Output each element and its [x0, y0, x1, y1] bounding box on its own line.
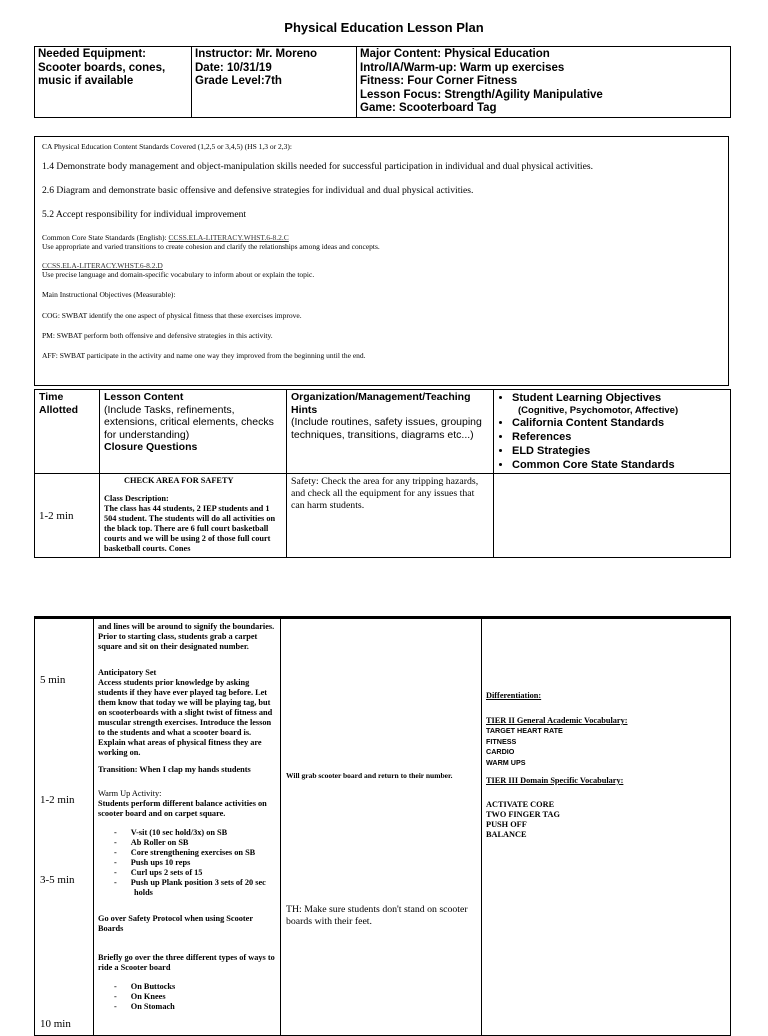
list-item: - V-sit (10 sec hold/3x) on SB — [134, 828, 276, 838]
content-line: Fitness: Four Corner Fitness — [360, 75, 518, 87]
list-item: - On Stomach — [134, 1002, 276, 1012]
list-item: FITNESS — [486, 736, 517, 746]
pm-objective: PM: SWBAT perform both offensive and defensive strategies in this activity. — [42, 331, 273, 340]
ccss-intro-text: Common Core State Standards (English): — [42, 233, 167, 242]
ride-list — [98, 982, 276, 1012]
class-desc-label: Class Description: — [104, 494, 169, 503]
lesson-table-continued — [34, 616, 731, 1036]
equipment-line: music if available — [38, 75, 134, 87]
warmup-text: Students perform different balance activities on scooter board and on carpet square. — [98, 799, 267, 818]
objectives-header — [494, 390, 731, 474]
lesson-table — [34, 389, 731, 558]
exercise-list — [98, 828, 276, 898]
list-item: - Push ups 10 reps — [134, 858, 276, 868]
anticipatory-label: Anticipatory Set — [98, 668, 157, 677]
time-10-min: 10 min — [40, 1018, 71, 1030]
empty-cell — [494, 474, 731, 558]
content-line: Lesson Focus: Strength/Agility Manipulative — [360, 88, 603, 101]
lesson-header-sub: (Include Tasks, refinements, extensions, critical elements, checks for understanding) — [104, 403, 274, 441]
list-item: CARDIO — [486, 747, 515, 756]
page-title: Physical Education Lesson Plan — [284, 20, 484, 35]
safety-protocol: Go over Safety Protocol when using Scooter Boards — [98, 914, 253, 933]
lesson-header — [100, 390, 287, 474]
ccss-d-link-row — [42, 261, 721, 270]
check-safety: CHECK AREA FOR SAFETY — [124, 476, 234, 485]
org-header-sub: (Include routines, safety issues, grouping techniques, transitions, diagrams etc...) — [291, 416, 482, 441]
table-header-row — [35, 390, 731, 474]
list-item: PUSH OFF — [486, 820, 527, 829]
closure-header: Closure Questions — [104, 441, 198, 453]
table-row — [35, 474, 731, 558]
content-line: Major Content: Physical Education — [360, 48, 550, 60]
cog-objective: COG: SWBAT identify the one aspect of physical fitness that these exercises improve. — [42, 311, 302, 320]
vocabulary-block — [486, 691, 628, 840]
standards-box — [34, 136, 729, 386]
standard-5-2: 5.2 Accept responsibility for individual improvement — [42, 209, 247, 220]
warmup-label: Warm Up Activity: — [98, 789, 162, 798]
ccss-d-link[interactable]: CCSS.ELA-LITERACY.WHST.6-8.2.D — [42, 261, 163, 270]
objectives-item: • ELD Strategies — [512, 444, 726, 458]
content-line: Intro/IA/Warm-up: Warm up exercises — [360, 61, 565, 74]
list-item: TARGET HEART RATE — [486, 726, 563, 735]
tier3-label: TIER III Domain Specific Vocabulary: — [486, 776, 624, 785]
equipment-cell — [35, 47, 192, 118]
transition-text: Transition: When I clap my hands students — [98, 765, 251, 774]
time-header: Time Allotted — [35, 390, 100, 474]
objectives-item: • References — [512, 430, 726, 444]
list-item: - On Buttocks — [134, 982, 276, 992]
lesson-header-title: Lesson Content — [104, 391, 184, 403]
standards-intro: CA Physical Education Content Standards Covered (1,2,5 or 3,4,5) (HS 1,3 or 2,3): — [42, 142, 292, 151]
list-item: BALANCE — [486, 830, 527, 839]
list-item: WARM UPS — [486, 757, 526, 767]
objectives-sub: (Cognitive, Psychomotor, Affective) — [518, 405, 679, 416]
differentiation-label: Differentiation: — [486, 691, 542, 700]
list-item: - Ab Roller on SB — [134, 838, 276, 848]
time-1-2-min: 1-2 min — [40, 794, 75, 806]
org-cell — [281, 618, 482, 1036]
safety-cell: Safety: Check the area for any tripping hazards, and check all the equipment for any issues that can harm students. — [287, 474, 494, 558]
tier2-list — [486, 726, 628, 768]
ccss-intro — [42, 233, 721, 242]
briefly-text: Briefly go over the three different types of ways to ride a Scooter board — [98, 953, 275, 972]
teaching-hint: TH: Make sure students don't stand on scooter boards with their feet. — [286, 904, 468, 927]
tier3-list — [486, 800, 628, 840]
content-cell — [357, 47, 731, 118]
equipment-line: Needed Equipment: — [38, 48, 146, 60]
standard-1-4: 1.4 Demonstrate body management and object-manipulation skills needed for successful participation in individual and dual physical activities. — [42, 161, 593, 172]
lesson-cell — [94, 618, 281, 1036]
objectives-item: • Student Learning Objectives — [512, 391, 726, 405]
grade-line: Grade Level:7th — [195, 75, 282, 87]
list-item: TWO FINGER TAG — [486, 810, 560, 819]
vocabulary-cell — [482, 618, 731, 1036]
time-5-min: 5 min — [40, 674, 66, 686]
time-cell: 1-2 min — [35, 474, 100, 558]
list-item: - On Knees — [134, 992, 276, 1002]
header-table — [34, 46, 731, 118]
list-item: ACTIVATE CORE — [486, 800, 555, 809]
transition-hint: Will grab scooter board and return to their number. — [286, 771, 453, 780]
content-line: Game: Scooterboard Tag — [360, 102, 497, 114]
org-header — [287, 390, 494, 474]
class-desc: The class has 44 students, 2 IEP students and 1 504 student. The students will do all activities on the black top. There are 6 full court basketball courts and we will be using 2 of those full court basketball courts. Cones — [104, 504, 276, 553]
standard-2-6: 2.6 Diagram and demonstrate basic offensive and defensive strategies for individual and dual physical activities. — [42, 185, 474, 196]
instructor-line: Instructor: Mr. Moreno — [195, 48, 318, 60]
ccss-c-desc: Use appropriate and varied transitions to create cohesion and clarify the relationships among ideas and concepts. — [42, 242, 380, 251]
main-objectives: Main Instructional Objectives (Measurable): — [42, 290, 176, 299]
ccss-d-desc: Use precise language and domain-specific vocabulary to inform about or explain the topic. — [42, 270, 315, 279]
list-item: - Core strengthening exercises on SB — [134, 848, 276, 858]
objectives-item: • California Content Standards — [512, 416, 726, 430]
org-header-title: Organization/Management/Teaching Hints — [291, 391, 471, 416]
aff-objective: AFF: SWBAT participate in the activity and name one way they improved from the beginning until the end. — [42, 351, 366, 360]
objectives-list — [498, 391, 726, 472]
date-line: Date: 10/31/19 — [195, 61, 272, 74]
list-item: - Curl ups 2 sets of 15 — [134, 868, 276, 878]
anticipatory-text: Access students prior knowledge by asking students if they have ever played tag before. Let them know that today we will be playing tag, but on scooterboards with a slight twist of fitness and muscular strength exercises. Introduce the lesson to the students and what a scooter board is. Explain what areas of physical fitness they are working on. — [98, 678, 273, 757]
time-3-5-min: 3-5 min — [40, 874, 75, 886]
equipment-line: Scooter boards, cones, — [38, 61, 166, 74]
tier2-label: TIER II General Academic Vocabulary: — [486, 716, 628, 725]
lesson-cell — [100, 474, 287, 558]
ccss-c-link[interactable]: CCSS.ELA-LITERACY.WHST.6-8.2.C — [168, 233, 289, 242]
table-row — [35, 618, 731, 1036]
continued-text: and lines will be around to signify the boundaries. Prior to starting class, students grab a carpet square and sit on their designated number. — [98, 622, 275, 651]
objectives-item: • Common Core State Standards — [512, 458, 726, 472]
instructor-cell — [192, 47, 357, 118]
list-item: - Push up Plank position 3 sets of 20 sec holds — [134, 878, 276, 898]
